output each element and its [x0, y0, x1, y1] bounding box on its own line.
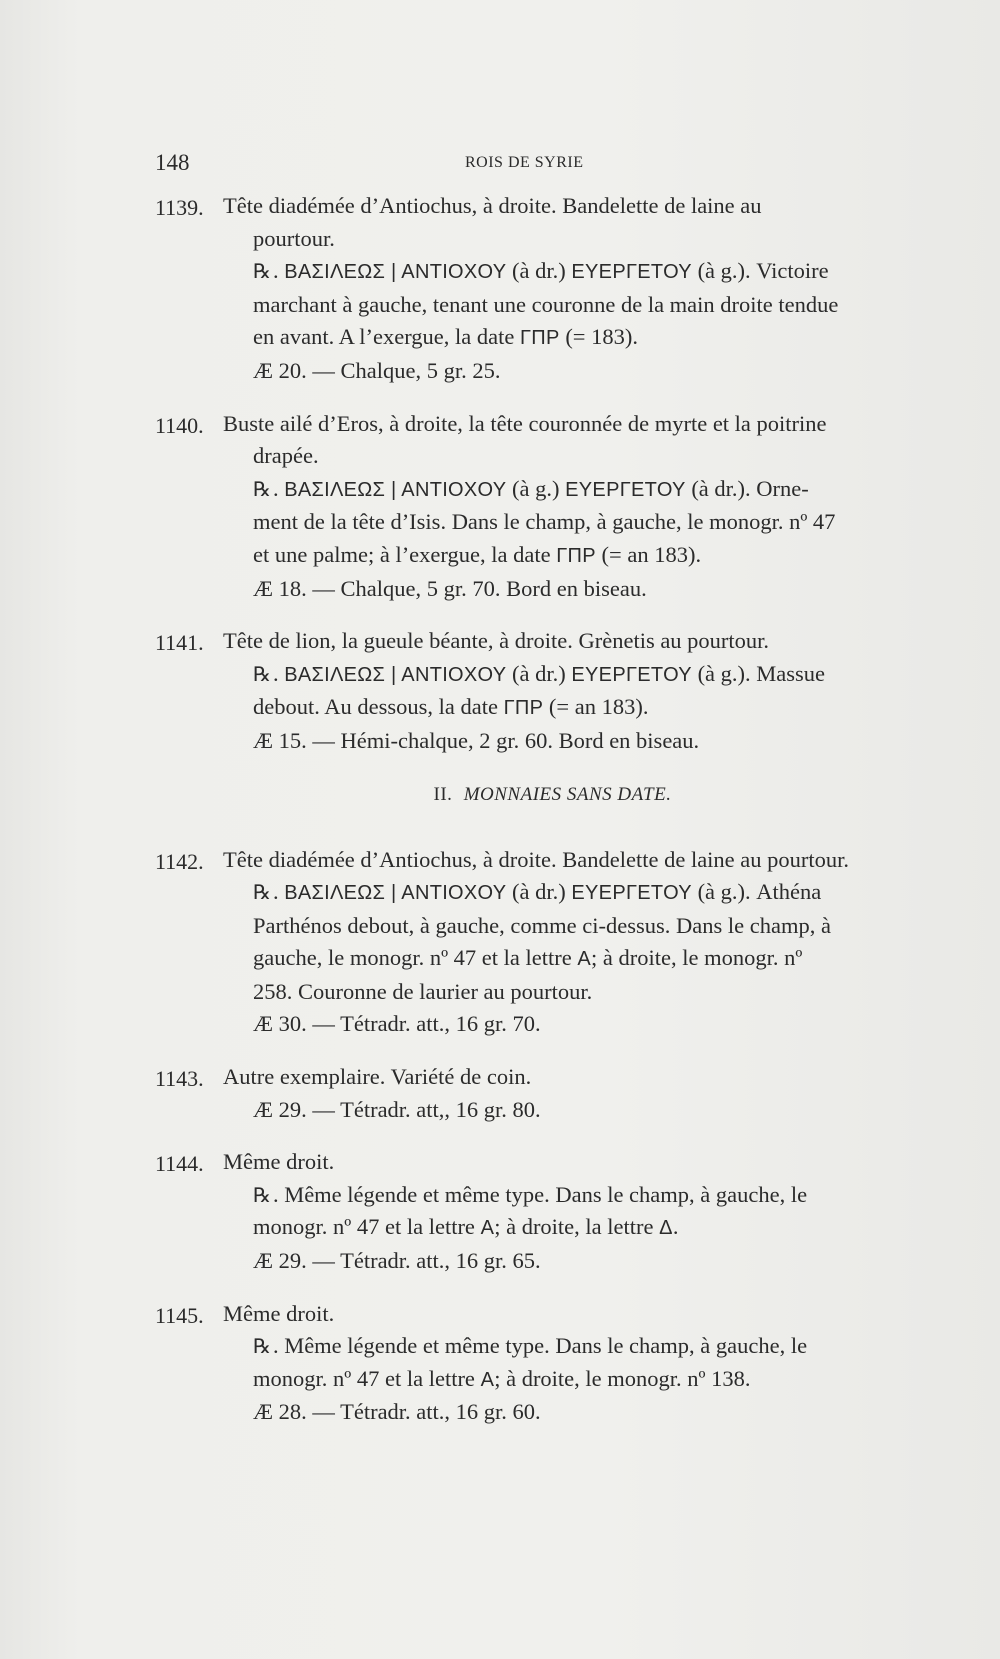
- entry-number: 1142.: [155, 848, 204, 874]
- entry-line: [155, 691, 910, 725]
- entry-text: ; à droite, le monogr. nº: [591, 945, 803, 971]
- entry-number: 1144.: [155, 1151, 204, 1177]
- entry-line: [155, 725, 910, 758]
- reverse-symbol: ℞: [253, 661, 271, 686]
- entry-line: [155, 876, 910, 910]
- entry-line: [155, 1094, 910, 1127]
- entry-line: [155, 625, 910, 658]
- catalogue-entry: [155, 1146, 910, 1277]
- entry-text: Tête diadémée d’Antiochus, à droite. Bandelette de laine au pourtour.: [223, 846, 850, 872]
- catalogue-entry: [155, 1061, 910, 1126]
- entry-text: et une palme; à l’exergue, la date: [253, 541, 557, 567]
- catalogue-entry: [155, 844, 910, 1042]
- entry-line: [155, 473, 910, 507]
- entry-line: [155, 1061, 910, 1094]
- entry-line: [155, 1245, 910, 1278]
- entry-line: [155, 976, 910, 1009]
- greek-legend: ΕΥΕΡΓΕΤΟΥ: [565, 478, 686, 501]
- entry-text: 258. Couronne de laurier au pourtour.: [253, 978, 593, 1004]
- entry-text: .: [272, 475, 285, 501]
- reverse-symbol: ℞: [253, 880, 271, 905]
- entry-text: Æ 30. — Tétradr. att., 16 gr. 70.: [253, 1011, 541, 1037]
- entry-text: monogr. nº 47 et la lettre: [253, 1365, 481, 1391]
- entry-text: debout. Au dessous, la date: [253, 694, 504, 720]
- entry-line: [155, 658, 910, 692]
- entry-text: marchant à gauche, tenant une couronne de la main droite tendue: [253, 291, 839, 317]
- entry-text: Æ 28. — Tétradr. att., 16 gr. 60.: [253, 1399, 541, 1425]
- entry-text: (à g.). Massue: [691, 660, 826, 686]
- greek-legend: ΓΠΡ: [556, 544, 596, 567]
- entry-text: ment de la tête d’Isis. Dans le champ, à gauche, le monogr. nº 47: [253, 509, 836, 535]
- entry-text: gauche, le monogr. nº 47 et la lettre: [253, 945, 578, 971]
- greek-legend: Α: [480, 1217, 495, 1240]
- entry-line: [155, 1298, 910, 1331]
- reverse-symbol: ℞: [253, 259, 271, 284]
- entry-text: monogr. nº 47 et la lettre: [253, 1214, 481, 1240]
- entry-line: [155, 190, 910, 223]
- entry-text: .: [272, 258, 285, 284]
- entries-group-undated: [155, 844, 910, 1430]
- entry-text: (= an 183).: [595, 541, 702, 567]
- entry-line: [155, 289, 910, 322]
- entry-text: Même droit.: [223, 1149, 335, 1175]
- entry-text: Buste ailé d’Eros, à droite, la tête couronnée de myrte et la poitrine: [223, 410, 827, 436]
- catalogue-entry: [155, 408, 910, 606]
- entry-line: [155, 506, 910, 539]
- entry-text: Tête diadémée d’Antiochus, à droite. Bandelette de laine au: [223, 193, 762, 218]
- entry-text: (à g.): [506, 475, 566, 501]
- entry-text: . Même légende et même type. Dans le champ, à gauche, le: [272, 1181, 808, 1207]
- entry-text: .: [672, 1214, 679, 1240]
- entry-text: (à dr.): [506, 258, 572, 284]
- entry-text: (à dr.): [506, 660, 572, 686]
- entry-text: pourtour.: [253, 225, 335, 251]
- section-number: II.: [433, 783, 453, 805]
- catalogue-entry: [155, 625, 910, 757]
- entry-text: Æ 15. — Hémi-chalque, 2 gr. 60. Bord en biseau.: [253, 727, 700, 753]
- greek-legend: ΒΑΣΙΛΕΩΣ | ΑΝΤΙΟΧΟΥ: [284, 882, 507, 905]
- reverse-symbol: ℞: [253, 476, 271, 501]
- entry-text: Æ 29. — Tétradr. att., 16 gr. 65.: [253, 1248, 541, 1274]
- catalogue-entry: [155, 190, 910, 388]
- greek-legend: ΒΑΣΙΛΕΩΣ | ΑΝΤΙΟΧΟΥ: [284, 663, 507, 686]
- entry-text: Parthénos debout, à gauche, comme ci-dessus. Dans le champ, à: [253, 912, 831, 938]
- greek-legend: Α: [480, 1368, 495, 1391]
- entry-line: [155, 1179, 910, 1212]
- entry-text: . Même légende et même type. Dans le champ, à gauche, le: [272, 1333, 808, 1359]
- entry-text: Autre exemplaire. Variété de coin.: [223, 1064, 532, 1090]
- entry-text: (à g.). Athéna: [691, 879, 822, 905]
- entry-line: [155, 1396, 910, 1429]
- entry-text: (à dr.). Orne-: [685, 475, 809, 501]
- entry-text: Æ 20. — Chalque, 5 gr. 25.: [253, 357, 501, 383]
- entry-line: [155, 408, 910, 441]
- entry-line: [155, 255, 910, 289]
- entries-group-dated: [155, 190, 910, 758]
- entry-number: 1143.: [155, 1066, 204, 1092]
- entry-line: [155, 355, 910, 388]
- greek-legend: ΕΥΕΡΓΕΤΟΥ: [571, 261, 692, 284]
- entry-text: Æ 18. — Chalque, 5 gr. 70. Bord en biseau.: [253, 575, 647, 601]
- greek-legend: ΒΑΣΙΛΕΩΣ | ΑΝΤΙΟΧΟΥ: [284, 478, 507, 501]
- entry-line: [155, 1008, 910, 1041]
- reverse-symbol: ℞: [253, 1334, 271, 1359]
- entry-line: [155, 440, 910, 473]
- entry-line: [155, 321, 910, 355]
- page-number: 148: [155, 150, 190, 175]
- page-header: [155, 150, 895, 180]
- entry-line: [155, 910, 910, 943]
- entry-text: ; à droite, la lettre: [494, 1214, 660, 1240]
- entry-text: (à g.). Victoire: [691, 258, 829, 284]
- greek-legend: Α: [577, 948, 592, 971]
- entry-line: [155, 1146, 910, 1179]
- entry-text: en avant. A l’exergue, la date: [253, 324, 520, 350]
- entry-text: drapée.: [253, 443, 319, 469]
- entry-text: (= an 183).: [543, 694, 649, 720]
- entry-text: (à dr.): [506, 879, 572, 905]
- greek-legend: ΓΠΡ: [503, 697, 544, 720]
- greek-legend: ΕΥΕΡΓΕΤΟΥ: [571, 663, 692, 686]
- entry-line: [155, 539, 910, 573]
- entry-line: [155, 1211, 910, 1245]
- entry-line: [155, 1330, 910, 1363]
- entry-line: [155, 942, 910, 976]
- reverse-symbol: ℞: [253, 1182, 271, 1207]
- entry-number: 1140.: [155, 412, 204, 438]
- section-title: MONNAIES SANS DATE.: [463, 783, 672, 805]
- entry-text: .: [272, 660, 285, 686]
- entry-line: [155, 573, 910, 606]
- greek-legend: ΓΠΡ: [519, 327, 560, 350]
- entry-text: ; à droite, le monogr. nº 138.: [494, 1365, 751, 1391]
- greek-legend: Δ: [659, 1217, 673, 1240]
- catalogue-entries: [155, 190, 910, 1449]
- entry-text: .: [272, 879, 285, 905]
- entry-number: 1141.: [155, 630, 204, 656]
- catalogue-entry: [155, 1298, 910, 1429]
- greek-legend: ΕΥΕΡΓΕΤΟΥ: [571, 882, 692, 905]
- entry-text: (= 183).: [559, 324, 638, 350]
- entry-text: Æ 29. — Tétradr. att,, 16 gr. 80.: [253, 1096, 541, 1122]
- entry-text: Même droit.: [223, 1300, 335, 1326]
- section-heading: [155, 784, 910, 806]
- entry-number: 1139.: [155, 195, 204, 220]
- entry-line: [155, 223, 910, 256]
- entry-line: [155, 1363, 910, 1397]
- entry-line: [155, 844, 910, 877]
- greek-legend: ΒΑΣΙΛΕΩΣ | ΑΝΤΙΟΧΟΥ: [284, 261, 507, 284]
- running-title: ROIS DE SYRIE: [465, 154, 584, 171]
- entry-text: Tête de lion, la gueule béante, à droite. Grènetis au pourtour.: [223, 628, 770, 654]
- entry-number: 1145.: [155, 1302, 204, 1328]
